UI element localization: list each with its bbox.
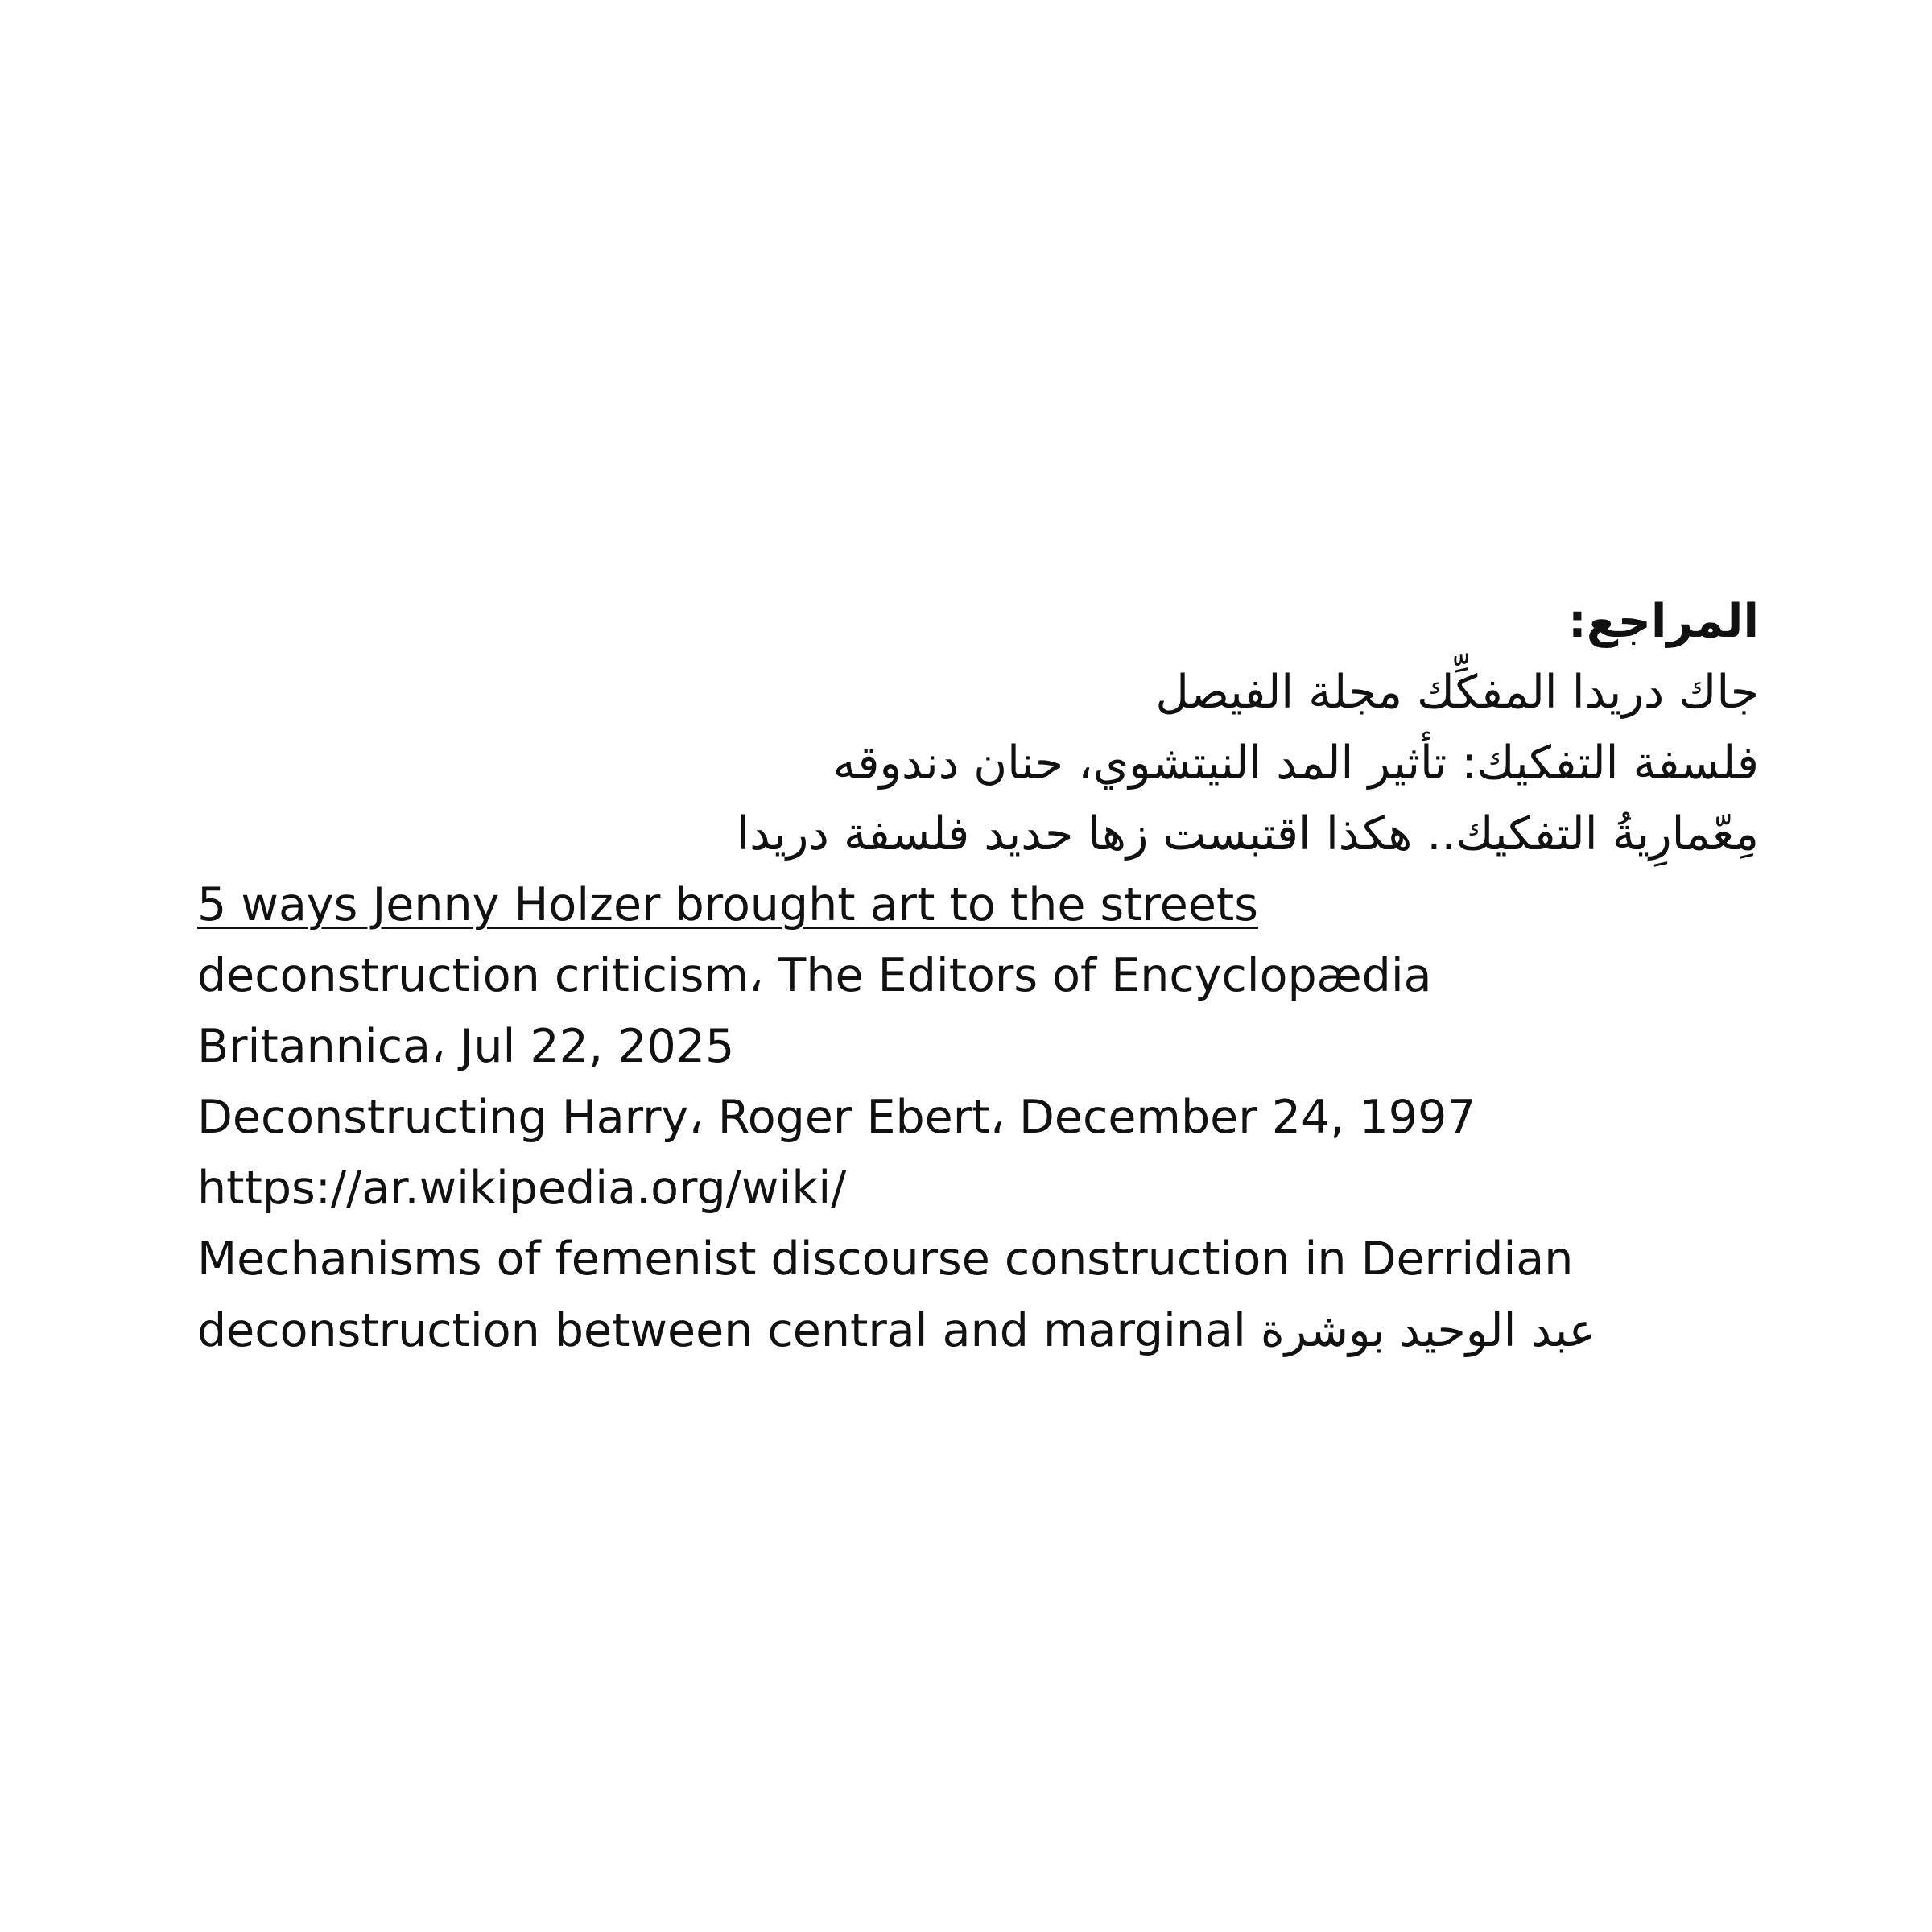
reference-ebert: Deconstructing Harry، Roger Ebert، December 24, 1997 [197, 1091, 1476, 1144]
reference-mechanisms-line-2 [197, 1295, 1759, 1366]
reference-wikipedia: https://ar.wikipedia.org/wiki/ [197, 1162, 847, 1215]
reference-arabic-3: مِعّمارِيةُ التفكيك.. هكذا اقتبست زها حديد فلسفة دريدا [737, 807, 1759, 861]
references-heading: المراجع: [1568, 595, 1759, 648]
reference-arabic-1: جاك دريدا المفكِّك مجلة الفيصل [1155, 666, 1759, 719]
reference-link-row [197, 869, 1759, 940]
reference-britannica-1: deconstruction criticism، The Editors of Encyclopædia [197, 949, 1432, 1002]
reference-britannica-2: Britannica، Jul 22, 2025 [197, 1020, 735, 1073]
reference-mechanisms-line-1: Mechanisms of femenist discourse construction in Derridian [197, 1232, 1574, 1286]
reference-mechanisms-en: deconstruction between central and marginal [197, 1304, 1246, 1357]
reference-mechanisms-author: عبد الوحيد بوشرة [1260, 1304, 1596, 1357]
jenny-holzer-link[interactable]: 5 ways Jenny Holzer brought art to the streets [197, 878, 1258, 931]
reference-arabic-2: فلسفة التفكيك: تأثير المد النيتشوي، حنان دندوقه [832, 737, 1759, 790]
references-section [197, 586, 1759, 1366]
